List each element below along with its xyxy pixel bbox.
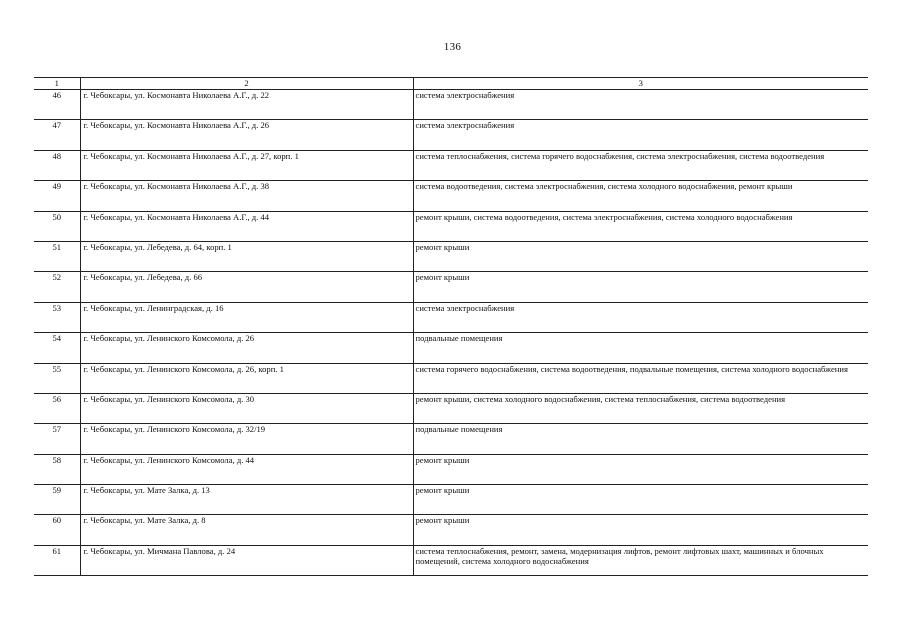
works-cell: подвальные помещения (413, 424, 868, 454)
address-cell: г. Чебоксары, ул. Ленинского Комсомола, д. 44 (80, 454, 413, 484)
table-row (34, 120, 868, 150)
address-cell: г. Чебоксары, ул. Мичмана Павлова, д. 24 (80, 545, 413, 575)
table-row (34, 424, 868, 454)
row-number-cell: 57 (34, 424, 80, 454)
table-header (34, 78, 868, 90)
address-cell: г. Чебоксары, ул. Мате Залка, д. 13 (80, 485, 413, 515)
row-number-cell: 58 (34, 454, 80, 484)
address-cell: г. Чебоксары, ул. Ленинградская, д. 16 (80, 302, 413, 332)
table-row (34, 150, 868, 180)
row-number-cell: 48 (34, 150, 80, 180)
works-cell: система теплоснабжения, ремонт, замена, модернизация лифтов, ремонт лифтовых шахт, машинных и блочных помещений, система холодного водоснабжения (413, 545, 868, 575)
table-row (34, 90, 868, 120)
header-col-2: 2 (80, 78, 413, 90)
row-number-cell: 47 (34, 120, 80, 150)
address-cell: г. Чебоксары, ул. Мате Залка, д. 8 (80, 515, 413, 545)
row-number-cell: 52 (34, 272, 80, 302)
row-number-cell: 49 (34, 181, 80, 211)
row-number-cell: 56 (34, 393, 80, 423)
buildings-table (34, 77, 868, 576)
works-cell: система электроснабжения (413, 302, 868, 332)
row-number-cell: 59 (34, 485, 80, 515)
address-cell: г. Чебоксары, ул. Ленинского Комсомола, д. 26, корп. 1 (80, 363, 413, 393)
works-cell: система горячего водоснабжения, система водоотведения, подвальные помещения, система холодного водоснабжения (413, 363, 868, 393)
works-cell: система электроснабжения (413, 120, 868, 150)
table-body (34, 90, 868, 576)
table-row (34, 211, 868, 241)
works-cell: ремонт крыши (413, 485, 868, 515)
row-number-cell: 53 (34, 302, 80, 332)
table-row (34, 393, 868, 423)
table-row (34, 333, 868, 363)
header-col-3: 3 (413, 78, 868, 90)
table-row (34, 241, 868, 271)
works-cell: ремонт крыши, система водоотведения, система электроснабжения, система холодного водоснабжения (413, 211, 868, 241)
address-cell: г. Чебоксары, ул. Ленинского Комсомола, д. 26 (80, 333, 413, 363)
table-row (34, 181, 868, 211)
works-cell: ремонт крыши (413, 515, 868, 545)
table-row (34, 363, 868, 393)
address-cell: г. Чебоксары, ул. Ленинского Комсомола, д. 30 (80, 393, 413, 423)
works-cell: ремонт крыши (413, 454, 868, 484)
works-cell: ремонт крыши (413, 241, 868, 271)
row-number-cell: 55 (34, 363, 80, 393)
row-number-cell: 61 (34, 545, 80, 575)
table-row (34, 454, 868, 484)
table-row (34, 485, 868, 515)
row-number-cell: 60 (34, 515, 80, 545)
works-cell: подвальные помещения (413, 333, 868, 363)
address-cell: г. Чебоксары, ул. Космонавта Николаева А.Г., д. 44 (80, 211, 413, 241)
address-cell: г. Чебоксары, ул. Лебедева, д. 64, корп. 1 (80, 241, 413, 271)
header-row (34, 78, 868, 90)
works-cell: ремонт крыши (413, 272, 868, 302)
address-cell: г. Чебоксары, ул. Космонавта Николаева А.Г., д. 22 (80, 90, 413, 120)
works-cell: система электроснабжения (413, 90, 868, 120)
table-row (34, 272, 868, 302)
header-col-1: 1 (34, 78, 80, 90)
table-row (34, 515, 868, 545)
row-number-cell: 50 (34, 211, 80, 241)
page-number: 136 (443, 41, 462, 53)
works-cell: ремонт крыши, система холодного водоснабжения, система теплоснабжения, система водоотведения (413, 393, 868, 423)
address-cell: г. Чебоксары, ул. Лебедева, д. 66 (80, 272, 413, 302)
row-number-cell: 46 (34, 90, 80, 120)
address-cell: г. Чебоксары, ул. Космонавта Николаева А.Г., д. 26 (80, 120, 413, 150)
address-cell: г. Чебоксары, ул. Ленинского Комсомола, д. 32/19 (80, 424, 413, 454)
address-cell: г. Чебоксары, ул. Космонавта Николаева А.Г., д. 27, корп. 1 (80, 150, 413, 180)
address-cell: г. Чебоксары, ул. Космонавта Николаева А.Г., д. 38 (80, 181, 413, 211)
table-row (34, 302, 868, 332)
row-number-cell: 54 (34, 333, 80, 363)
row-number-cell: 51 (34, 241, 80, 271)
works-cell: система водоотведения, система электроснабжения, система холодного водоснабжения, ремонт крыши (413, 181, 868, 211)
works-cell: система теплоснабжения, система горячего водоснабжения, система электроснабжения, система водоотведения (413, 150, 868, 180)
table-row (34, 545, 868, 575)
